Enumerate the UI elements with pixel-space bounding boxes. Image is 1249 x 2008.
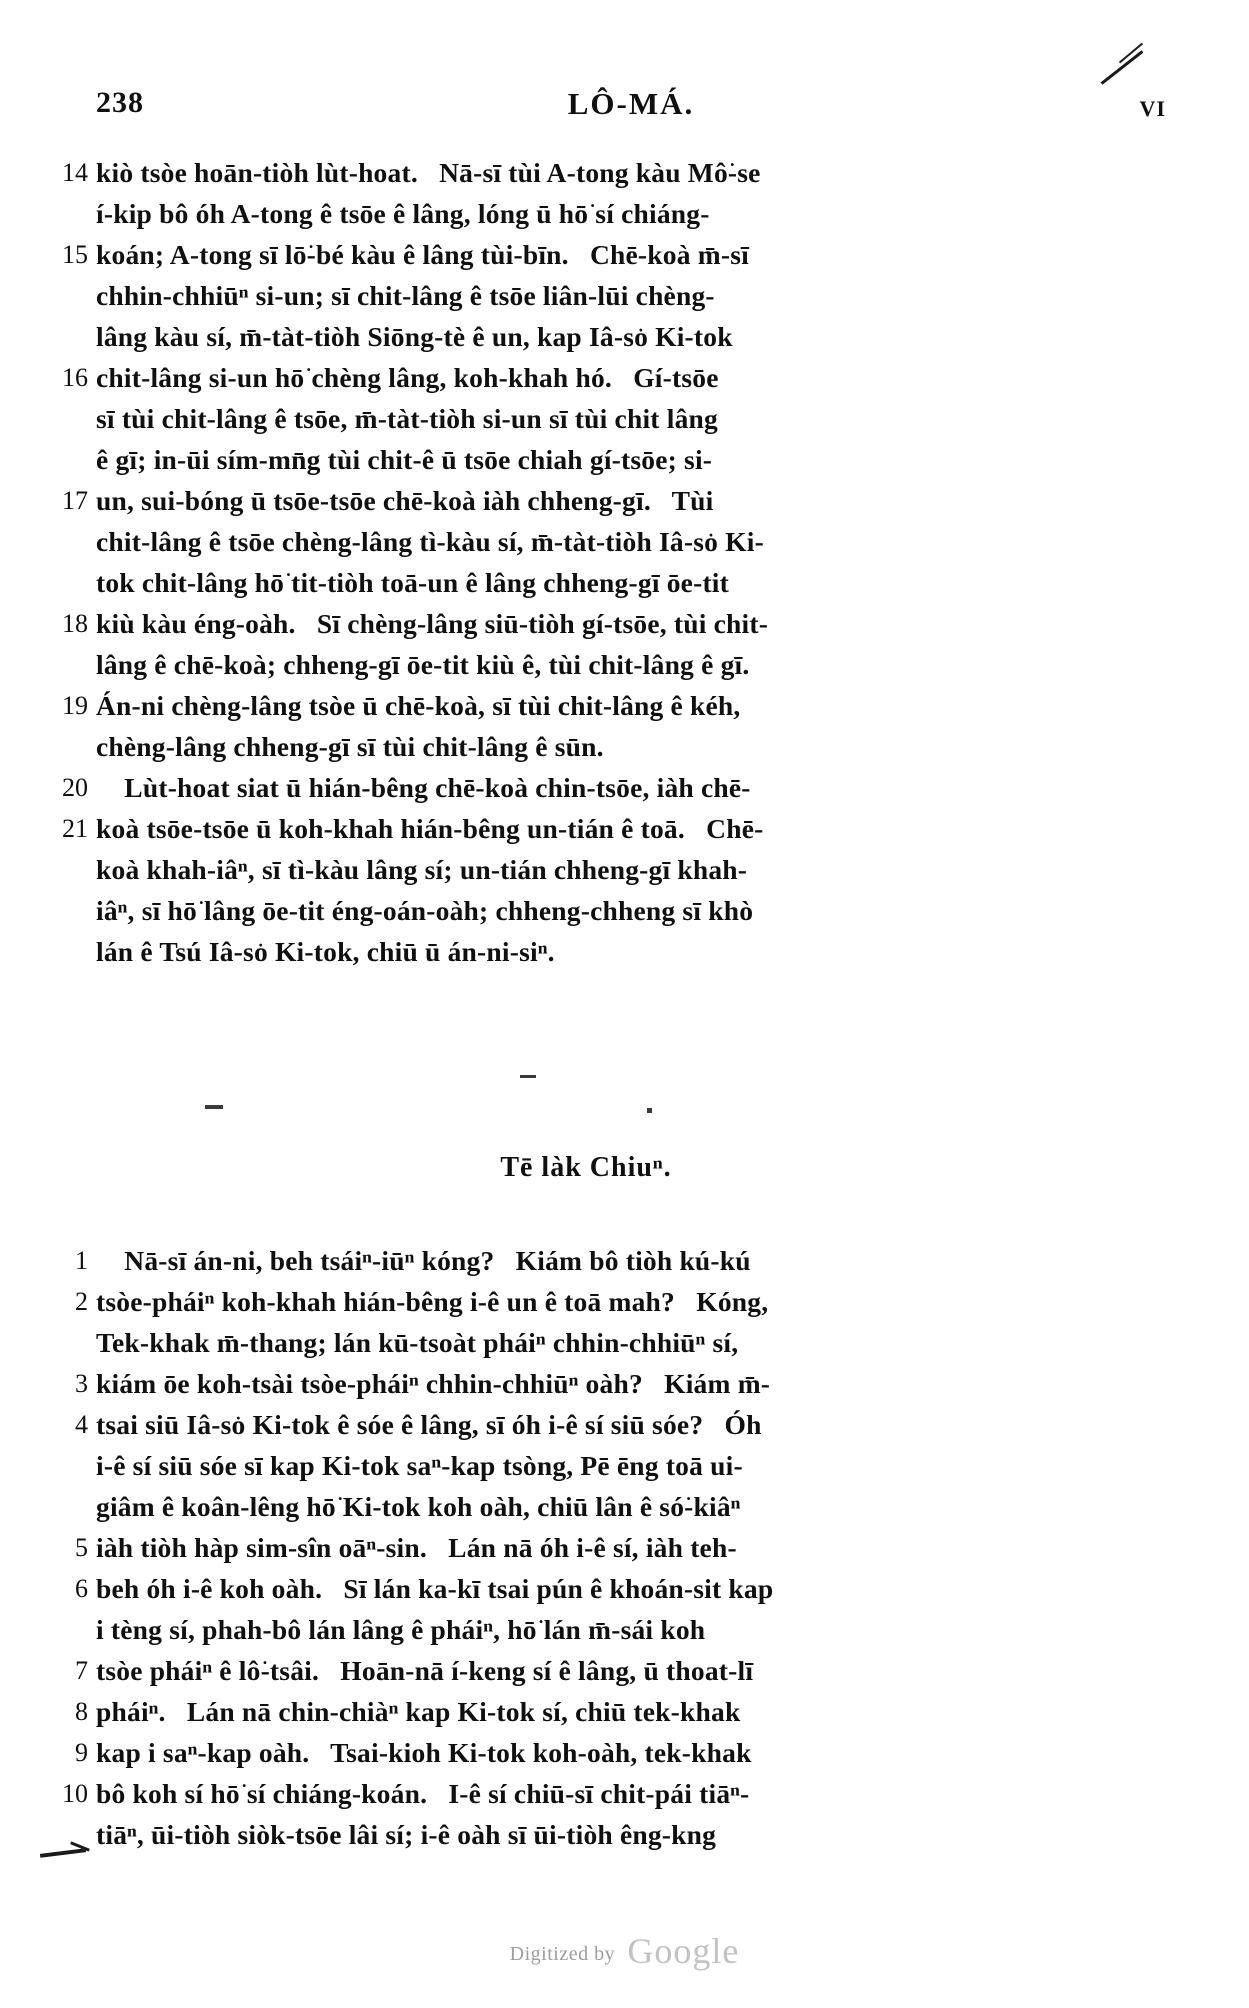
text-line [96,562,1166,603]
line-text: kap i saⁿ-kap oàh. Tsai-kioh Ki-tok koh-oàh, tek-khak [96,1737,752,1768]
text-line [96,931,1166,972]
text-line [62,767,1166,808]
stray-mark [520,1075,536,1078]
running-title: LÔ-MÁ. [567,86,695,121]
verse-number: 21 [62,814,88,843]
text-line [62,357,1166,398]
line-text: koà tsōe-tsōe ū koh-khah hián-bêng un-tián ê toā. Chē- [96,813,764,844]
text-block-romans [62,152,1166,972]
line-text: Tek-khak m̄-thang; lán kū-tsoàt pháiⁿ chhin-chhiūⁿ sí, [96,1327,739,1358]
text-line [96,398,1166,439]
text-line [75,1568,1166,1609]
text-line [62,1773,1166,1814]
page-header [96,86,1166,126]
verse-number: 7 [75,1656,88,1685]
digitized-by-label: Digitized by [509,1943,616,1965]
line-text: giâm ê koân-lêng hō͘ Ki-tok koh oàh, chiū lân ê só͘-kiâⁿ [96,1491,741,1522]
verse-number: 14 [62,158,88,187]
line-text: tsòe-pháiⁿ koh-khah hián-bêng i-ê un ê toā mah? Kóng, [96,1286,769,1317]
line-text: kiám ōe koh-tsài tsòe-pháiⁿ chhin-chhiūⁿ oàh? Kiám m̄- [96,1368,771,1399]
line-text: i-ê sí siū sóe sī kap Ki-tok saⁿ-kap tsòng, Pē ēng toā ui- [96,1450,743,1481]
text-line [62,808,1166,849]
line-text: chèng-lâng chheng-gī sī tùi chit-lâng ê sūn. [96,731,604,762]
line-text: lâng ê chē-koà; chheng-gī ōe-tit kiù ê, tùi chit-lâng ê gī. [96,649,750,680]
line-text: Lùt-hoat siat ū hián-bêng chē-koà chin-tsōe, iàh chē- [96,772,751,803]
text-line [75,1404,1166,1445]
margin-pen-mark-icon [40,1845,92,1859]
line-text: beh óh i-ê koh oàh. Sī lán ka-kī tsai pún ê khoán-sit kap [96,1573,774,1604]
line-text: tsai siū Iâ-so͘ Ki-tok ê sóe ê lâng, sī óh i-ê sí siū sóe? Óh [96,1409,762,1440]
line-text: sī tùi chit-lâng ê tsōe, m̄-tàt-tiòh si-un sī tùi chit lâng [96,403,718,434]
text-line [96,316,1166,357]
stray-mark [647,1108,652,1113]
text-line [96,644,1166,685]
line-text: un, sui-bóng ū tsōe-tsōe chē-koà iàh chheng-gī. Tùi [96,485,714,516]
text-line [96,849,1166,890]
text-line [96,1322,1166,1363]
line-text: Nā-sī án-ni, beh tsáiⁿ-iūⁿ kóng? Kiám bô tiòh kú-kú [96,1245,751,1276]
text-line [75,1650,1166,1691]
verse-number: 18 [62,609,88,638]
line-text: iâⁿ, sī hō͘ lâng ōe-tit éng-oán-oàh; chheng-chheng sī khò [96,895,754,926]
provider-label: Google [627,1931,740,1971]
line-text: iàh tiòh hàp sim-sîn oāⁿ-sin. Lán nā óh i-ê sí, iàh teh- [96,1532,737,1563]
verse-number: 17 [62,486,88,515]
line-text: chit-lâng ê tsōe chèng-lâng tì-kàu sí, m̄-tàt-tiòh Iâ-so͘ Ki- [96,526,764,557]
line-text: í-kip bô óh A-tong ê tsōe ê lâng, lóng ū hō͘ sí chiáng- [96,198,710,229]
text-line [75,1691,1166,1732]
text-line [62,152,1166,193]
text-line [96,726,1166,767]
verse-number: 6 [75,1574,88,1603]
verse-number: 15 [62,240,88,269]
verse-number: 2 [75,1287,88,1316]
line-text: tsòe pháiⁿ ê lô͘-tsâi. Hoān-nā í-keng sí ê lâng, ū thoat-lī [96,1655,754,1686]
text-line [62,234,1166,275]
line-text: koà khah-iâⁿ, sī tì-kàu lâng sí; un-tián chheng-gī khah- [96,854,748,885]
text-line [62,685,1166,726]
verse-number: 5 [75,1533,88,1562]
line-text: pháiⁿ. Lán nā chin-chiàⁿ kap Ki-tok sí, chiū tek-khak [96,1696,741,1727]
text-line [96,1486,1166,1527]
text-line [96,1814,1166,1855]
text-line [96,890,1166,931]
page-number: 238 [96,86,144,119]
line-text: lâng kàu sí, m̄-tàt-tiòh Siōng-tè ê un, kap Iâ-so͘ Ki-tok [96,321,733,352]
line-text: kiò tsòe hoān-tiòh lùt-hoat. Nā-sī tùi A-tong kàu Mô͘-se [96,157,761,188]
stray-mark [205,1105,223,1109]
signature-mark: VI [1139,96,1166,121]
text-line [96,1445,1166,1486]
verse-number: 10 [62,1779,88,1808]
line-text: tok chit-lâng hō͘ tit-tiòh toā-un ê lâng chheng-gī ōe-tit [96,567,729,598]
verse-number: 20 [62,773,88,802]
text-line [75,1363,1166,1404]
text-line [96,275,1166,316]
footer-watermark [0,1930,1249,1972]
line-text: kiù kàu éng-oàh. Sī chèng-lâng siū-tiòh gí-tsōe, tùi chit- [96,608,769,639]
verse-number: 8 [75,1697,88,1726]
text-line [96,521,1166,562]
text-line [62,480,1166,521]
line-text: bô koh sí hō͘ sí chiáng-koán. I-ê sí chiū-sī chit-pái tiāⁿ- [96,1778,750,1809]
line-text: tiāⁿ, ūi-tiòh siòk-tsōe lâi sí; i-ê oàh sī ūi-tiòh êng-kng [96,1819,717,1850]
line-text: chhin-chhiūⁿ si-un; sī chit-lâng ê tsōe liân-lūi chèng- [96,280,715,311]
text-line [96,193,1166,234]
verse-number: 3 [75,1369,88,1398]
text-line [75,1527,1166,1568]
line-text: chit-lâng si-un hō͘ chèng lâng, koh-khah hó. Gí-tsōe [96,362,719,393]
line-text: koán; A-tong sī lō͘-bé kàu ê lâng tùi-bīn. Chē-koà m̄-sī [96,239,749,270]
line-text: ê gī; in-ūi sím-mn̄g tùi chit-ê ū tsōe chiah gí-tsōe; si- [96,444,713,475]
verse-number: 9 [75,1738,88,1767]
line-text: lán ê Tsú Iâ-so͘ Ki-tok, chiū ū án-ni-siⁿ. [96,936,555,967]
chapter-heading: Tē làk Chiuⁿ. [500,1152,672,1183]
line-text: Án-ni chèng-lâng tsòe ū chē-koà, sī tùi chit-lâng ê kéh, [96,690,741,721]
text-line [96,439,1166,480]
text-line [62,603,1166,644]
text-line [75,1732,1166,1773]
text-line [75,1281,1166,1322]
text-line [75,1240,1166,1281]
line-text: i tèng sí, phah-bô lán lâng ê pháiⁿ, hō͘ lán m̄-sái koh [96,1614,706,1645]
verse-number: 19 [62,691,88,720]
corner-pen-mark-icon [1088,40,1158,100]
text-block-chapter-six [62,1240,1166,1855]
verse-number: 16 [62,363,88,392]
verse-number: 4 [75,1410,88,1439]
text-line [96,1609,1166,1650]
verse-number: 1 [75,1246,88,1275]
